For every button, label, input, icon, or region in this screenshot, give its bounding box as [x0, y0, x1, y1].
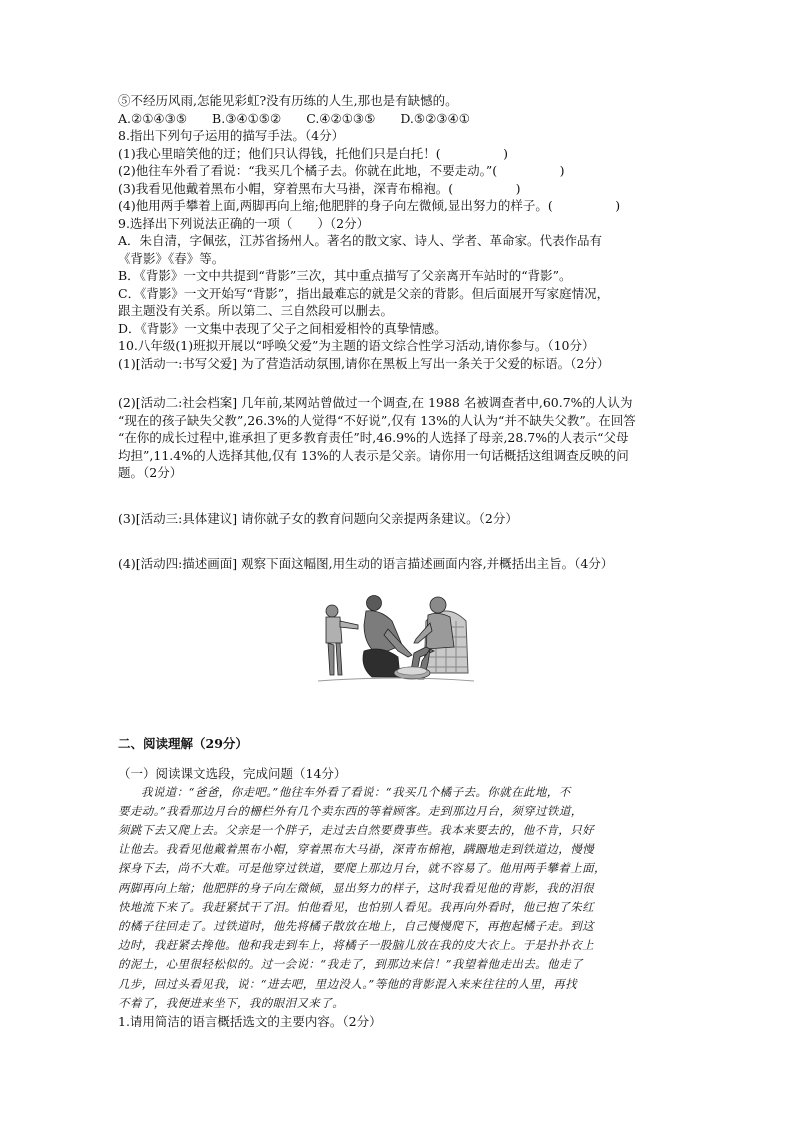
q9-stem: 9.选择出下列说法正确的一项（ ）（2分） — [118, 215, 370, 231]
q8-item-3: (3)我看见他戴着黑布小帽，穿着黑布大马褂，深青布棉袍。( ) — [118, 180, 521, 196]
q10-activity-2-line5: 题。（2分） — [118, 465, 183, 480]
passage-line: 的橘子往回走了。过铁道时，他先将橘子散放在地上，自己慢慢爬下，再抱起橘子走。到这 — [118, 918, 594, 933]
exam-page — [118, 92, 678, 1030]
q10-activity-2-line1: (2)[活动二:社会档案] 几年前,某网站曾做过一个调查,在 1988 名被调查者中,60.7%的人认为 — [118, 395, 633, 410]
answer-space-1 — [118, 372, 678, 394]
father-washing-feet-illustration — [318, 581, 478, 689]
q8-item-1: (1)我心里暗笑他的迂；他们只认得钱，托他们只是白托！( ) — [118, 145, 508, 161]
passage-line: 两脚再向上缩；他肥胖的身子向左微倾，显出努力的样子，这时我看见他的背影，我的泪很 — [118, 880, 594, 895]
q8-item-2: (2)他往车外看了看说：“我买几个橘子去。你就在此地，不要走动。”( ) — [118, 163, 565, 178]
q10-activity-3: (3)[活动三:具体建议] 请你就子女的教育问题向父亲提两条建议。（2分） — [118, 510, 518, 526]
q10-activity-2-line2: “现在的孩子缺失父教”,26.3%的人觉得“不好说”,仅有 13%的人认为“并不缺失父教”。在回答 — [118, 412, 636, 428]
answer-space-3 — [118, 527, 678, 555]
answer-space-2 — [118, 482, 678, 510]
illustration-svg — [318, 581, 478, 689]
reading-passage — [118, 783, 678, 1013]
passage-line: 边时，我赶紧去搀他。他和我走到车上，将橘子一股脑儿放在我的皮大衣上。于是扑扑衣上 — [118, 938, 594, 953]
passage-line: 快地流下来了。我赶紧拭干了泪。怕他看见，也怕别人看见。我再向外看时，他已抱了朱红 — [118, 899, 594, 914]
q9-option-b: B．《背影》一文中共提到“背影”三次，其中重点描写了父亲离开车站时的“背影”。 — [118, 268, 572, 283]
q9-option-a-line1: A．朱自清，字佩弦，江苏省扬州人。著名的散文家、诗人、学者、革命家。代表作品有 — [118, 233, 603, 248]
section-2-subtitle: （一）阅读课文选段，完成问题（14分） — [118, 766, 347, 781]
q9-option-a-line2: 《背影》《春》等。 — [118, 250, 225, 266]
q9-option-d: D．《背影》一文集中表现了父子之间相爱相怜的真挚情感。 — [118, 320, 447, 336]
q8-item-4: (4)他用两手攀着上面,两脚再向上缩;他肥胖的身子向左微倾,显出努力的样子。( ) — [118, 198, 621, 213]
passage-line: 须跳下去又爬上去。父亲是一个胖子，走过去自然要费事些。我本来要去的，他不肯，只好 — [118, 822, 594, 837]
q8-stem: 8.指出下列句子运用的描写手法。（4分） — [118, 128, 345, 143]
q10-activity-1: (1)[活动一:书写父爱] 为了营造活动氛围,请你在黑板上写出一条关于父爱的标语。（2分） — [118, 355, 610, 371]
passage-line: 几步，回过头看见我，说：“进去吧，里边没人。”等他的背影混入来来往往的人里，再找 — [118, 976, 578, 991]
q7-item5: ⑤不经历风雨,怎能见彩虹?没有历练的人生,那也是有缺憾的。 — [118, 93, 458, 108]
passage-line: 的泥土，心里很轻松似的。过一会说：“我走了，到那边来信！”我望着他走出去。他走了 — [118, 957, 583, 972]
q10-activity-4: (4)[活动四:描述画面] 观察下面这幅图,用生动的语言描述画面内容,并概括出主旨。（4分） — [118, 556, 614, 571]
q10-stem: 10.八年级(1)班拟开展以“呼唤父爱”为主题的语文综合性学习活动,请你参与。（10分） — [118, 338, 595, 353]
passage-line: 让他去。我看见他戴着黑布小帽，穿着黑布大马褂，深青布棉袍，蹒跚地走到铁道边，慢慢 — [118, 842, 594, 857]
q10-activity-2-line4: 均担”,11.4%的人选择其他,仅有 13%的人表示是父亲。请你用一句话概括这组调查反映的问 — [118, 447, 629, 463]
section-2-title: 二、阅读理解（29分） — [118, 735, 248, 751]
passage-line: 不着了，我便进来坐下，我的眼泪又来了。 — [118, 995, 345, 1010]
q7-options: A.②①④③⑤ B.③④①⑤② C.④②①③⑤ D.⑤②③④① — [118, 110, 470, 126]
q9-option-c-line2: 跟主题没有关系。所以第二、三自然段可以删去。 — [118, 303, 394, 318]
q9-option-c-line1: C．《背影》一文开始写“背影”，指出最难忘的就是父亲的背影。但后面展开写家庭情况， — [118, 285, 610, 301]
passage-line: 我说道：“爸爸，你走吧。”他往车外看了看说：“我买几个橘子去。你就在此地，不 — [141, 784, 571, 799]
q10-activity-2-line3: “在你的成长过程中,谁承担了更多教育责任”时,46.9%的人选择了母亲,28.7%的人表示“父母 — [118, 430, 629, 445]
reading-question-1: 1.请用简洁的语言概括选文的主要内容。（2分） — [118, 1013, 382, 1029]
passage-line: 探身下去，尚不大难。可是他穿过铁道，要爬上那边月台，就不容易了。他用两手攀着上面， — [118, 861, 606, 876]
passage-line: 要走动。”我看那边月台的栅栏外有几个卖东西的等着顾客。走到那边月台，须穿过铁道， — [118, 803, 583, 818]
